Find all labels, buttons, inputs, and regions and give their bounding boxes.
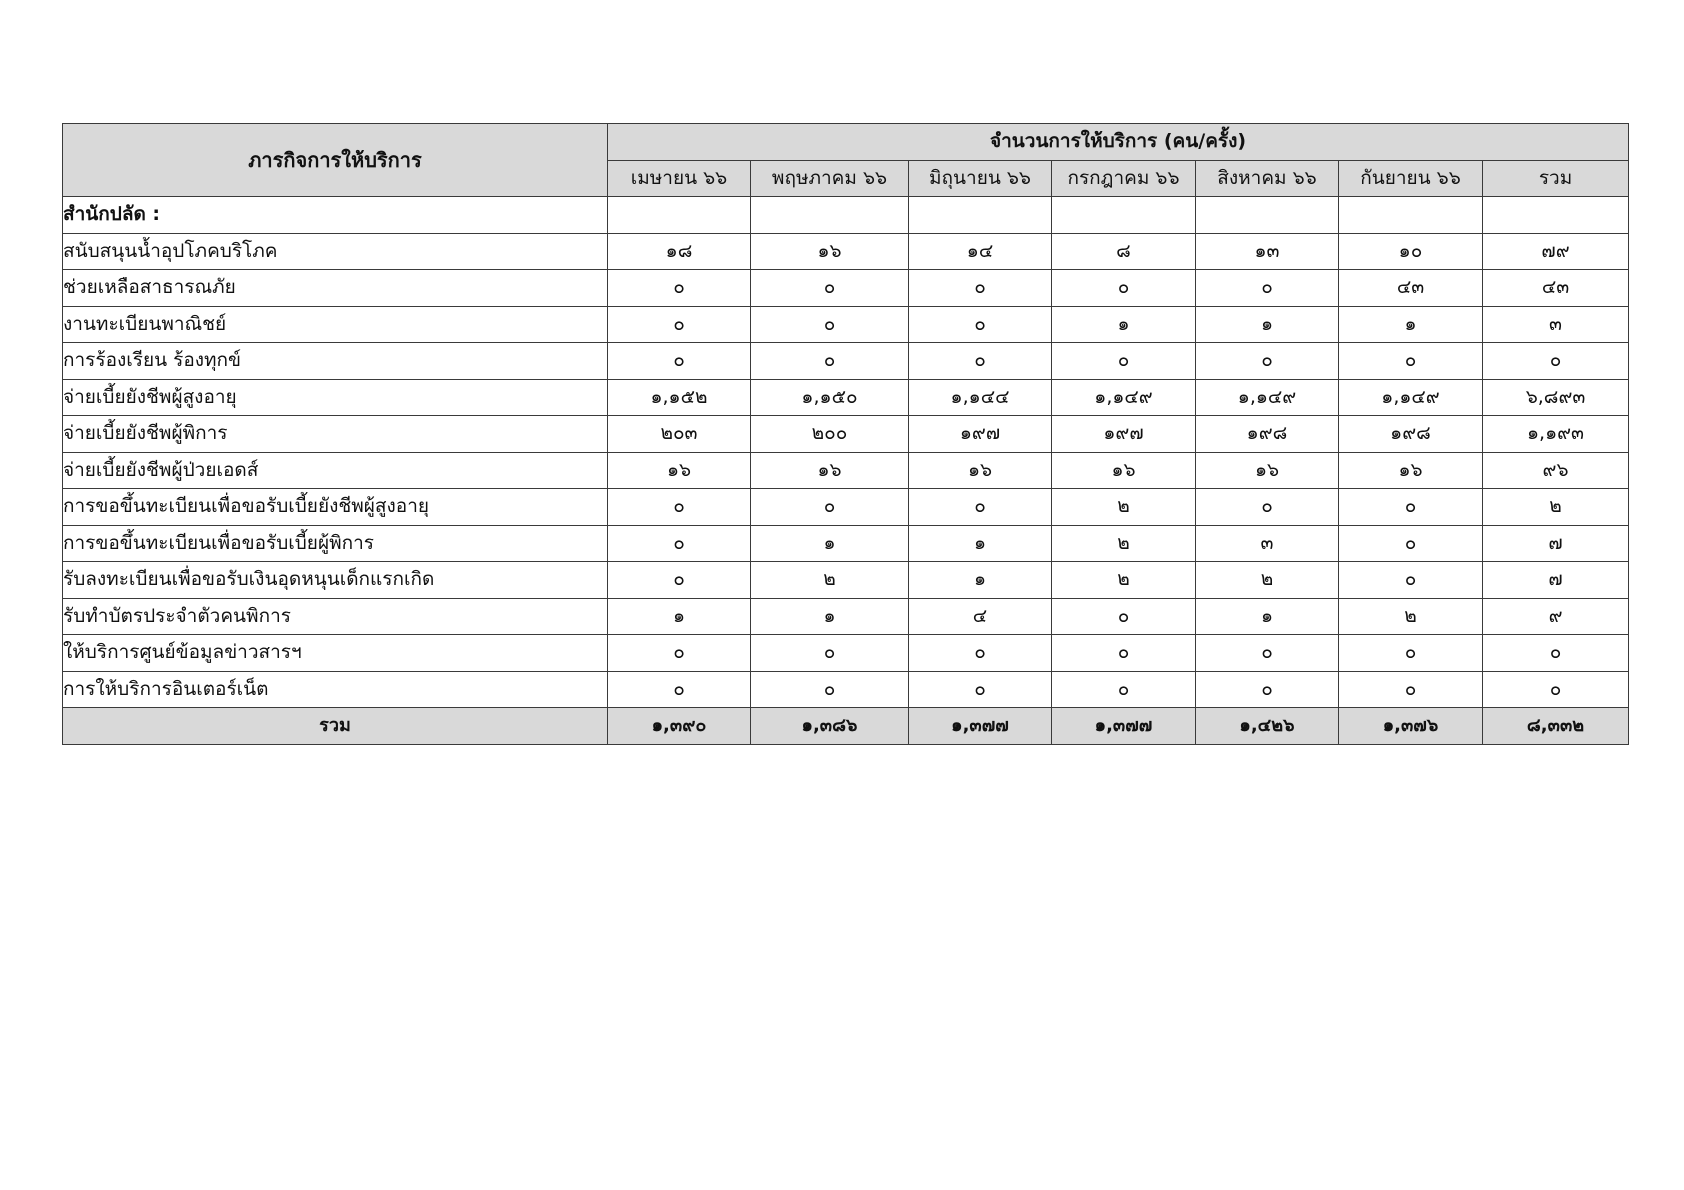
row-total-cell: ๑,๑๙๓ [1483,416,1629,453]
table-row [63,379,1629,416]
value-cell: ๐ [909,270,1052,307]
value-cell: ๑๖ [909,452,1052,489]
value-cell: ๑๙๘ [1339,416,1483,453]
value-cell: ๐ [1339,671,1483,708]
value-cell: ๑,๑๕๐ [751,379,909,416]
row-label: จ่ายเบี้ยยังชีพผู้พิการ [63,416,608,453]
column-header-september: กันยายน ๖๖ [1339,160,1483,197]
value-cell: ๐ [1052,671,1196,708]
total-cell: ๑,๓๘๖ [751,708,909,745]
table-row [63,452,1629,489]
value-cell: ๐ [1196,489,1339,526]
empty-cell [1339,197,1483,234]
value-cell: ๐ [608,343,751,380]
value-cell: ๑๐ [1339,233,1483,270]
value-cell: ๐ [909,306,1052,343]
total-cell: ๑,๓๗๗ [909,708,1052,745]
value-cell: ๐ [751,635,909,672]
table-row [63,270,1629,307]
total-row [63,708,1629,745]
value-cell: ๐ [909,635,1052,672]
value-cell: ๑ [751,598,909,635]
value-cell: ๐ [608,489,751,526]
value-cell: ๑ [909,562,1052,599]
row-total-cell: ๗ [1483,562,1629,599]
row-total-cell: ๓ [1483,306,1629,343]
value-cell: ๐ [608,270,751,307]
value-cell: ๐ [1052,598,1196,635]
task-column-header: ภารกิจการให้บริการ [63,124,608,197]
row-label: รับทำบัตรประจำตัวคนพิการ [63,598,608,635]
column-header-june: มิถุนายน ๖๖ [909,160,1052,197]
row-total-cell: ๐ [1483,343,1629,380]
value-cell: ๑๖ [1052,452,1196,489]
empty-cell [608,197,751,234]
total-cell: ๑,๓๙๐ [608,708,751,745]
empty-cell [1196,197,1339,234]
table-row [63,598,1629,635]
value-cell: ๑๖ [608,452,751,489]
value-cell: ๑ [1196,598,1339,635]
value-cell: ๓ [1196,525,1339,562]
row-total-cell: ๙ [1483,598,1629,635]
column-header-august: สิงหาคม ๖๖ [1196,160,1339,197]
value-cell: ๐ [608,306,751,343]
table-row [63,233,1629,270]
table-row [63,416,1629,453]
value-cell: ๒ [1196,562,1339,599]
value-cell: ๐ [909,343,1052,380]
empty-cell [909,197,1052,234]
value-cell: ๑ [751,525,909,562]
value-cell: ๐ [608,562,751,599]
value-cell: ๐ [751,270,909,307]
service-statistics-table [62,123,1629,745]
row-total-cell: ๗๙ [1483,233,1629,270]
column-header-july: กรกฎาคม ๖๖ [1052,160,1196,197]
value-cell: ๑,๑๕๒ [608,379,751,416]
value-cell: ๐ [751,671,909,708]
value-cell: ๐ [608,635,751,672]
value-cell: ๑ [1196,306,1339,343]
value-cell: ๐ [1052,635,1196,672]
value-cell: ๐ [751,343,909,380]
value-cell: ๐ [1196,671,1339,708]
row-label: รับลงทะเบียนเพื่อขอรับเงินอุดหนุนเด็กแรกเกิด [63,562,608,599]
row-total-cell: ๒ [1483,489,1629,526]
value-cell: ๐ [1339,343,1483,380]
value-cell: ๒ [1339,598,1483,635]
empty-cell [751,197,909,234]
value-cell: ๔ [909,598,1052,635]
row-label: การร้องเรียน ร้องทุกข์ [63,343,608,380]
table-row [63,562,1629,599]
value-cell: ๔๓ [1339,270,1483,307]
grand-total-cell: ๘,๓๓๒ [1483,708,1629,745]
row-total-cell: ๖,๘๙๓ [1483,379,1629,416]
row-total-cell: ๔๓ [1483,270,1629,307]
table-row [63,635,1629,672]
value-cell: ๑๙๗ [1052,416,1196,453]
value-cell: ๑,๑๔๔ [909,379,1052,416]
row-total-cell: ๐ [1483,635,1629,672]
value-cell: ๐ [751,306,909,343]
value-cell: ๒ [1052,562,1196,599]
table-row [63,306,1629,343]
section-row [63,197,1629,234]
total-cell: ๑,๓๗๖ [1339,708,1483,745]
table-row [63,671,1629,708]
value-cell: ๑๖ [751,233,909,270]
value-cell: ๐ [608,671,751,708]
row-label: การขอขึ้นทะเบียนเพื่อขอรับเบี้ยผู้พิการ [63,525,608,562]
value-cell: ๐ [1339,489,1483,526]
value-cell: ๐ [1339,635,1483,672]
row-total-cell: ๙๖ [1483,452,1629,489]
row-label: การให้บริการอินเตอร์เน็ต [63,671,608,708]
value-cell: ๑ [909,525,1052,562]
column-header-total: รวม [1483,160,1629,197]
value-cell: ๐ [909,489,1052,526]
row-label: ช่วยเหลือสาธารณภัย [63,270,608,307]
value-cell: ๘ [1052,233,1196,270]
value-cell: ๑ [1339,306,1483,343]
value-cell: ๑๙๘ [1196,416,1339,453]
value-cell: ๐ [909,671,1052,708]
row-label: การขอขึ้นทะเบียนเพื่อขอรับเบี้ยยังชีพผู้สูงอายุ [63,489,608,526]
value-cell: ๐ [1196,270,1339,307]
row-label: จ่ายเบี้ยยังชีพผู้สูงอายุ [63,379,608,416]
value-cell: ๑ [608,598,751,635]
value-cell: ๐ [751,489,909,526]
value-cell: ๑๓ [1196,233,1339,270]
row-label: งานทะเบียนพาณิชย์ [63,306,608,343]
row-label: ให้บริการศูนย์ข้อมูลข่าวสารฯ [63,635,608,672]
value-cell: ๒ [751,562,909,599]
value-cell: ๐ [1052,270,1196,307]
value-cell: ๐ [608,525,751,562]
value-cell: ๑๘ [608,233,751,270]
total-cell: ๑,๔๒๖ [1196,708,1339,745]
value-cell: ๐ [1339,525,1483,562]
value-cell: ๒ [1052,489,1196,526]
value-cell: ๒๐๓ [608,416,751,453]
value-cell: ๑,๑๔๙ [1052,379,1196,416]
value-cell: ๑๖ [1196,452,1339,489]
empty-cell [1052,197,1196,234]
table-row [63,343,1629,380]
value-cell: ๑,๑๔๙ [1339,379,1483,416]
value-cell: ๑ [1052,306,1196,343]
service-count-group-header: จำนวนการให้บริการ (คน/ครั้ง) [608,124,1629,161]
empty-cell [1483,197,1629,234]
value-cell: ๑๙๗ [909,416,1052,453]
value-cell: ๐ [1196,343,1339,380]
value-cell: ๒ [1052,525,1196,562]
column-header-april: เมษายน ๖๖ [608,160,751,197]
total-cell: ๑,๓๗๗ [1052,708,1196,745]
header-row-group [63,124,1629,161]
value-cell: ๑,๑๔๙ [1196,379,1339,416]
value-cell: ๑๖ [1339,452,1483,489]
value-cell: ๑๔ [909,233,1052,270]
document-page [62,123,1628,745]
total-row-label: รวม [63,708,608,745]
value-cell: ๑๖ [751,452,909,489]
row-total-cell: ๗ [1483,525,1629,562]
row-label: จ่ายเบี้ยยังชีพผู้ป่วยเอดส์ [63,452,608,489]
value-cell: ๐ [1339,562,1483,599]
value-cell: ๐ [1196,635,1339,672]
value-cell: ๒๐๐ [751,416,909,453]
table-body [63,197,1629,708]
table-row [63,489,1629,526]
section-label: สำนักปลัด : [63,197,608,234]
row-total-cell: ๐ [1483,671,1629,708]
row-label: สนับสนุนน้ำอุปโภคบริโภค [63,233,608,270]
value-cell: ๐ [1052,343,1196,380]
table-row [63,525,1629,562]
column-header-may: พฤษภาคม ๖๖ [751,160,909,197]
